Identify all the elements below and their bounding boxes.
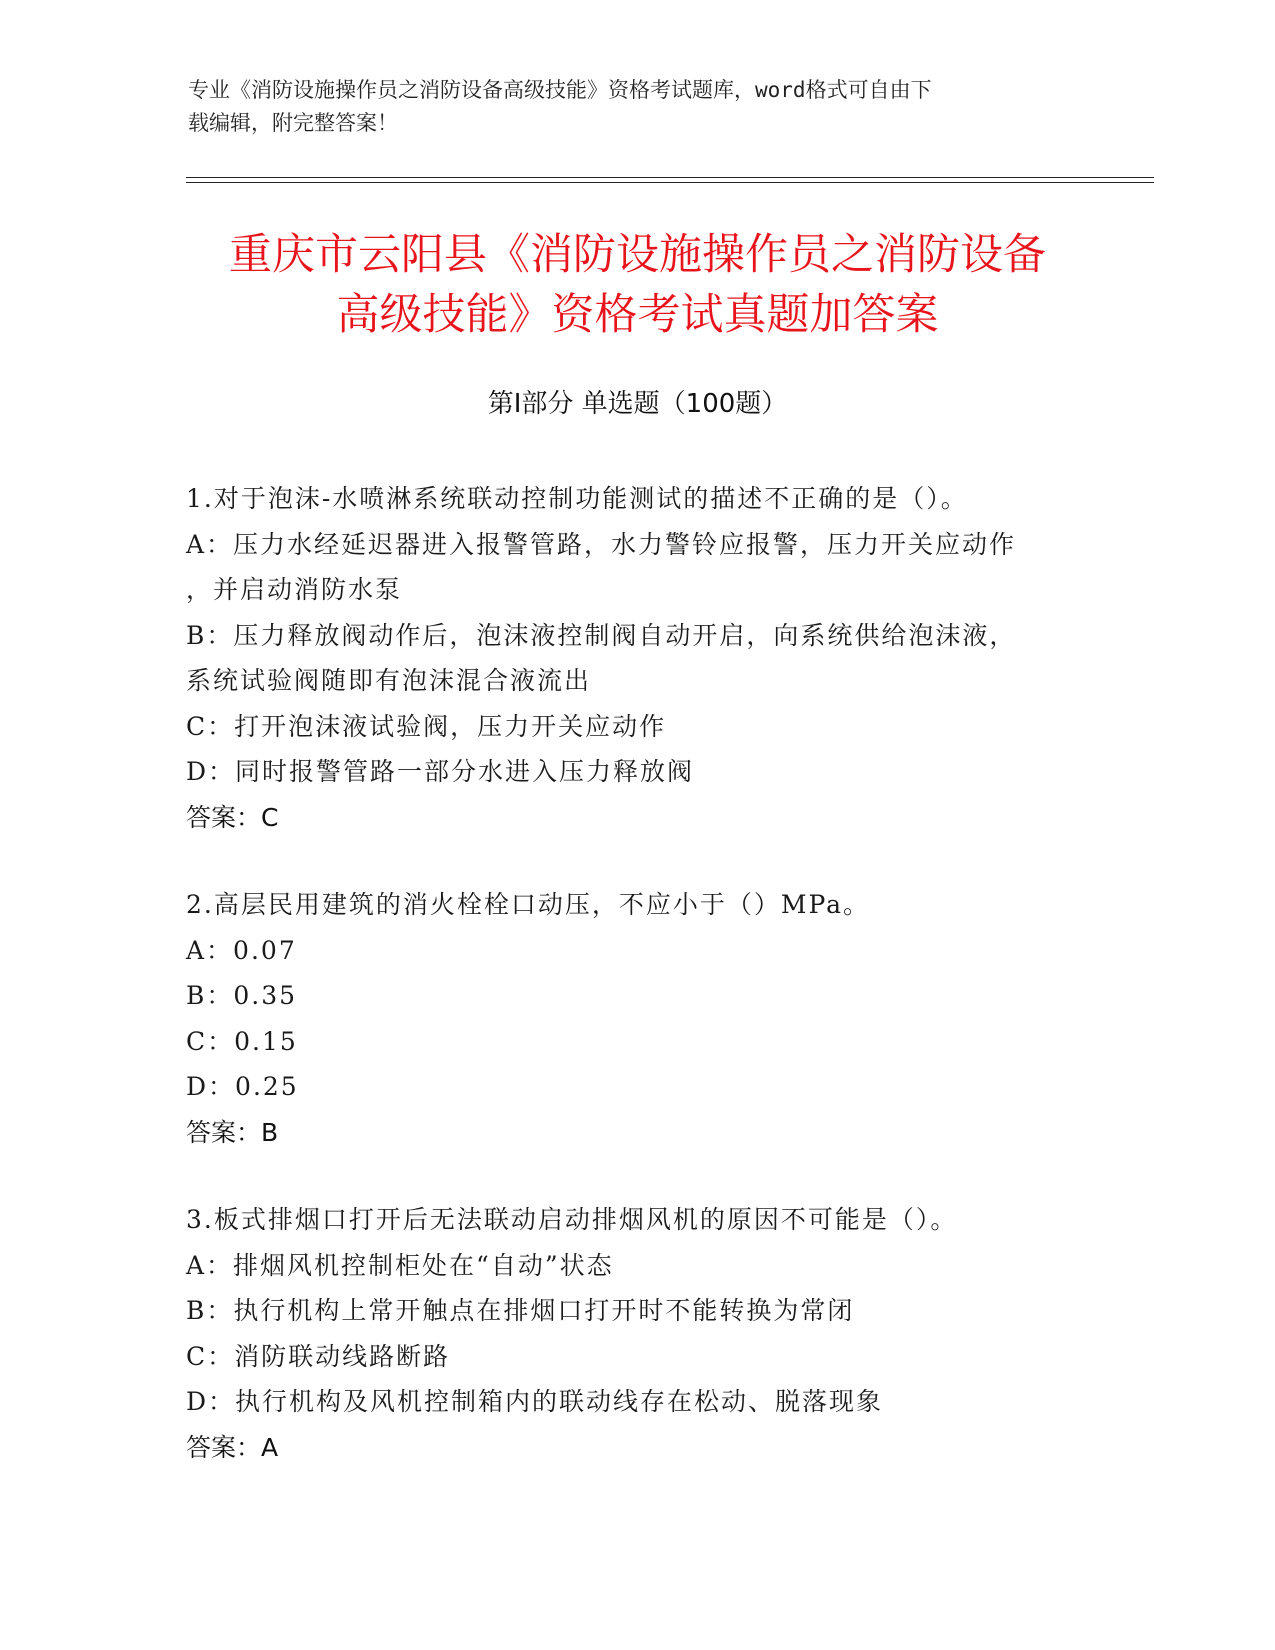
header-note-line-1: 专业《消防设施操作员之消防设备高级技能》资格考试题库，word格式可自由下: [188, 78, 932, 102]
header-note-line-2: 载编辑，附完整答案！: [188, 111, 398, 135]
header-divider-top: [186, 177, 1154, 178]
question-option-line: A：0.07: [186, 935, 297, 965]
question-option-line: A：压力水经延迟器进入报警管路，水力警铃应报警，压力开关应动作: [186, 529, 1017, 559]
question-list: [186, 476, 1086, 1512]
question-block: [186, 1197, 1086, 1470]
question-option-line: B：0.35: [186, 981, 298, 1010]
question-block: [186, 476, 1086, 840]
question-stem: 3.板式排烟口打开后无法联动启动排烟风机的原因不可能是（）。: [186, 1205, 958, 1234]
question-option-line: 系统试验阀随即有泡沫混合液流出: [186, 666, 592, 695]
question-block: [186, 882, 1086, 1155]
question-option-line: D：执行机构及风机控制箱内的联动线存在松动、脱落现象: [186, 1387, 884, 1416]
question-option-line: C：消防联动线路断路: [186, 1341, 451, 1371]
question-stem: 1.对于泡沫-水喷淋系统联动控制功能测试的描述不正确的是（）。: [186, 484, 968, 513]
question-option-line: C：0.15: [186, 1026, 298, 1056]
header-divider-bottom: [186, 182, 1154, 183]
question-option-line: D：0.25: [186, 1072, 299, 1101]
question-option-line: A：排烟风机控制柜处在“自动”状态: [186, 1250, 614, 1280]
header-note: [188, 74, 1068, 140]
question-answer: 答案：A: [186, 1432, 279, 1462]
question-answer: 答案：B: [186, 1117, 279, 1147]
document-title: [120, 225, 1155, 345]
question-option-line: D：同时报警管路一部分水进入压力释放阀: [186, 757, 695, 786]
document-title-line-1: 重庆市云阳县《消防设施操作员之消防设备: [229, 230, 1046, 280]
question-option-line: ，并启动消防水泵: [186, 575, 403, 604]
question-option-line: C：打开泡沫液试验阀，压力开关应动作: [186, 711, 667, 741]
question-option-line: B：执行机构上常开触点在排烟口打开时不能转换为常闭: [186, 1296, 855, 1325]
question-option-line: B：压力释放阀动作后，泡沫液控制阀自动开启，向系统供给泡沫液，: [186, 620, 1017, 650]
question-answer: 答案：C: [186, 802, 279, 832]
document-title-line-2: 高级技能》资格考试真题加答案: [336, 290, 939, 340]
section-heading: 第Ⅰ部分 单选题（100题）: [487, 389, 788, 419]
question-stem: 2.高层民用建筑的消火栓栓口动压，不应小于（）MPa。: [186, 890, 871, 919]
